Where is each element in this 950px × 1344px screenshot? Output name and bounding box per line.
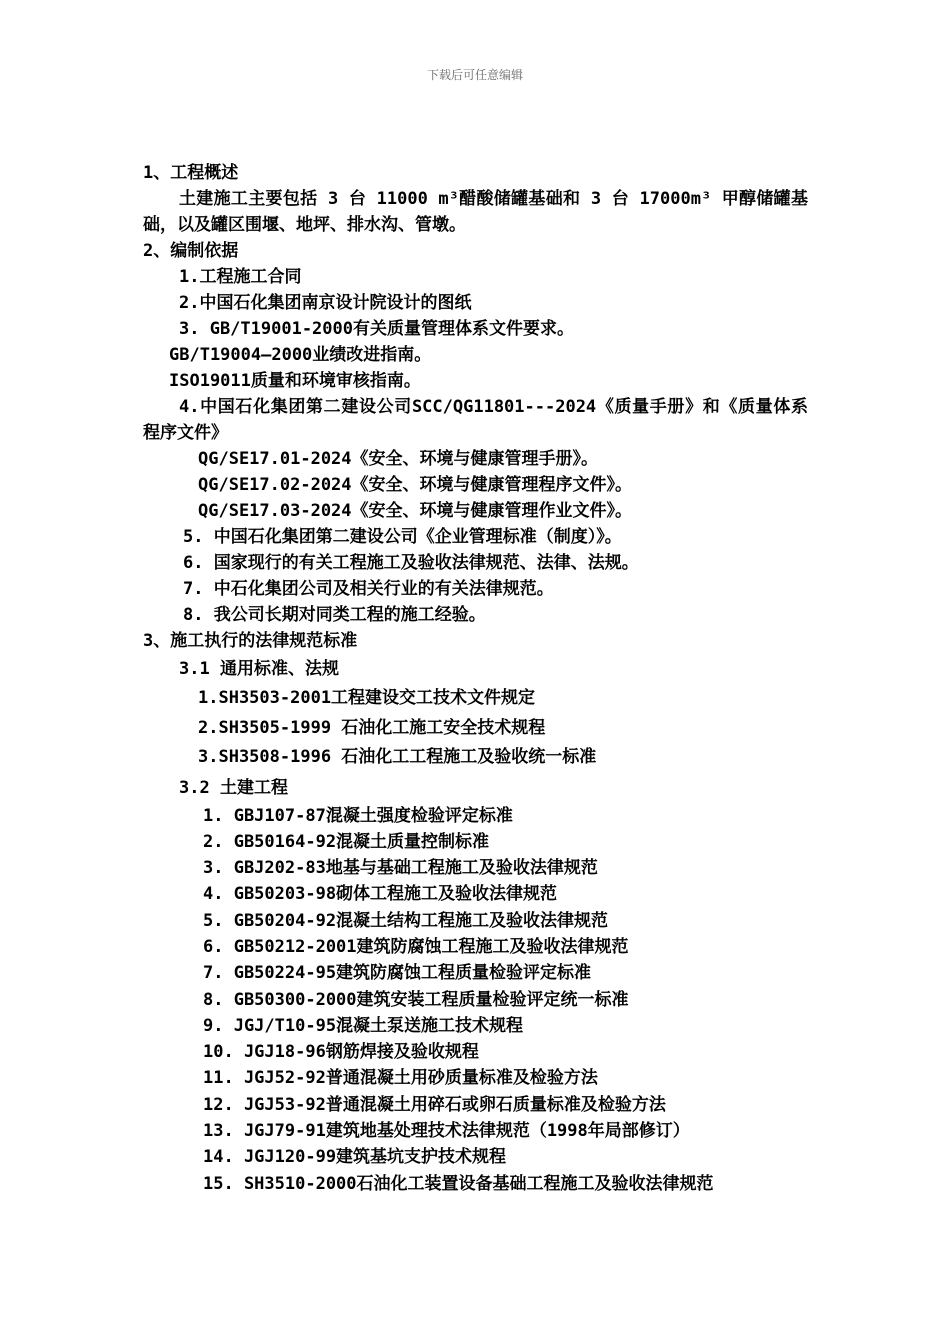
section-3-1-title: 3.1 通用标准、法规 <box>179 659 339 679</box>
list-item: 7. GB50224-95建筑防腐蚀工程质量检验评定标准 <box>203 963 592 984</box>
list-item: 5. GB50204-92混凝土结构工程施工及验收法律规范 <box>203 910 609 931</box>
list-item: 5. 中国石化集团第二建设公司《企业管理标准（制度）》。 <box>183 527 622 547</box>
list-item: 1.工程施工合同 <box>179 267 302 287</box>
page-header: 下载后可任意编辑 <box>426 68 523 82</box>
section-2-title: 2、编制依据 <box>143 241 239 261</box>
list-item: 2.中国石化集团南京设计院设计的图纸 <box>179 293 472 313</box>
list-item: 11. JGJ52-92普通混凝土用砂质量标准及检验方法 <box>203 1068 598 1089</box>
list-item: 3. GBJ202-83地基与基础工程施工及验收法律规范 <box>203 858 598 879</box>
list-item: 4.中国石化集团第二建设公司SCC/QG11801---2024《质量手册》和《质量体系程序文件》 <box>143 397 808 443</box>
section-3-2-title: 3.2 土建工程 <box>179 777 288 798</box>
list-item: 6. 国家现行的有关工程施工及验收法律规范、法律、法规。 <box>183 553 639 573</box>
list-item: 8. 我公司长期对同类工程的施工经验。 <box>183 605 486 625</box>
list-item: 8. GB50300-2000建筑安装工程质量检验评定统一标准 <box>203 989 629 1010</box>
section-1-text: 土建施工主要包括 3 台 11000 m³醋酸储罐基础和 3 台 17000m³ 甲醇储罐基础，以及罐区围堰、地坪、排水沟、管墩。 <box>143 189 808 235</box>
list-item: QG/SE17.01-2024《安全、环境与健康管理手册》。 <box>198 449 599 469</box>
list-item: 1.SH3503-2001工程建设交工技术文件规定 <box>198 688 536 708</box>
list-item: 3. GB/T19001-2000有关质量管理体系文件要求。 <box>179 319 574 339</box>
list-item: GB/T19004—2000业绩改进指南。 <box>169 345 432 365</box>
section-3-title: 3、施工执行的法律规范标准 <box>143 631 358 651</box>
list-item: 1. GBJ107-87混凝土强度检验评定标准 <box>203 805 513 826</box>
section-1-title: 1、工程概述 <box>143 163 239 183</box>
list-item: 7. 中石化集团公司及相关行业的有关法律规范。 <box>183 579 554 599</box>
list-item: 2. GB50164-92混凝土质量控制标准 <box>203 831 490 852</box>
list-item: 12. JGJ53-92普通混凝土用碎石或卵石质量标准及检验方法 <box>203 1094 666 1115</box>
list-item: 10. JGJ18-96钢筋焊接及验收规程 <box>203 1042 479 1063</box>
list-item: 6. GB50212-2001建筑防腐蚀工程施工及验收法律规范 <box>203 936 629 957</box>
list-item: 14. JGJ120-99建筑基坑支护技术规程 <box>203 1147 507 1168</box>
list-item: QG/SE17.02-2024《安全、环境与健康管理程序文件》。 <box>198 475 633 495</box>
list-item: ISO19011质量和环境审核指南。 <box>169 371 421 391</box>
list-item: 15. SH3510-2000石油化工装置设备基础工程施工及验收法律规范 <box>203 1173 714 1194</box>
list-item: 4. GB50203-98砌体工程施工及验收法律规范 <box>203 884 558 905</box>
document-body <box>143 160 808 1197</box>
list-item: 9. JGJ/T10-95混凝土泵送施工技术规程 <box>203 1015 524 1036</box>
list-item: 2.SH3505-1999 石油化工施工安全技术规程 <box>198 717 546 738</box>
list-item: QG/SE17.03-2024《安全、环境与健康管理作业文件》。 <box>198 501 633 521</box>
list-item: 13. JGJ79-91建筑地基处理技术法律规范（1998年局部修订） <box>203 1121 690 1142</box>
list-item: 3.SH3508-1996 石油化工工程施工及验收统一标准 <box>198 747 597 767</box>
